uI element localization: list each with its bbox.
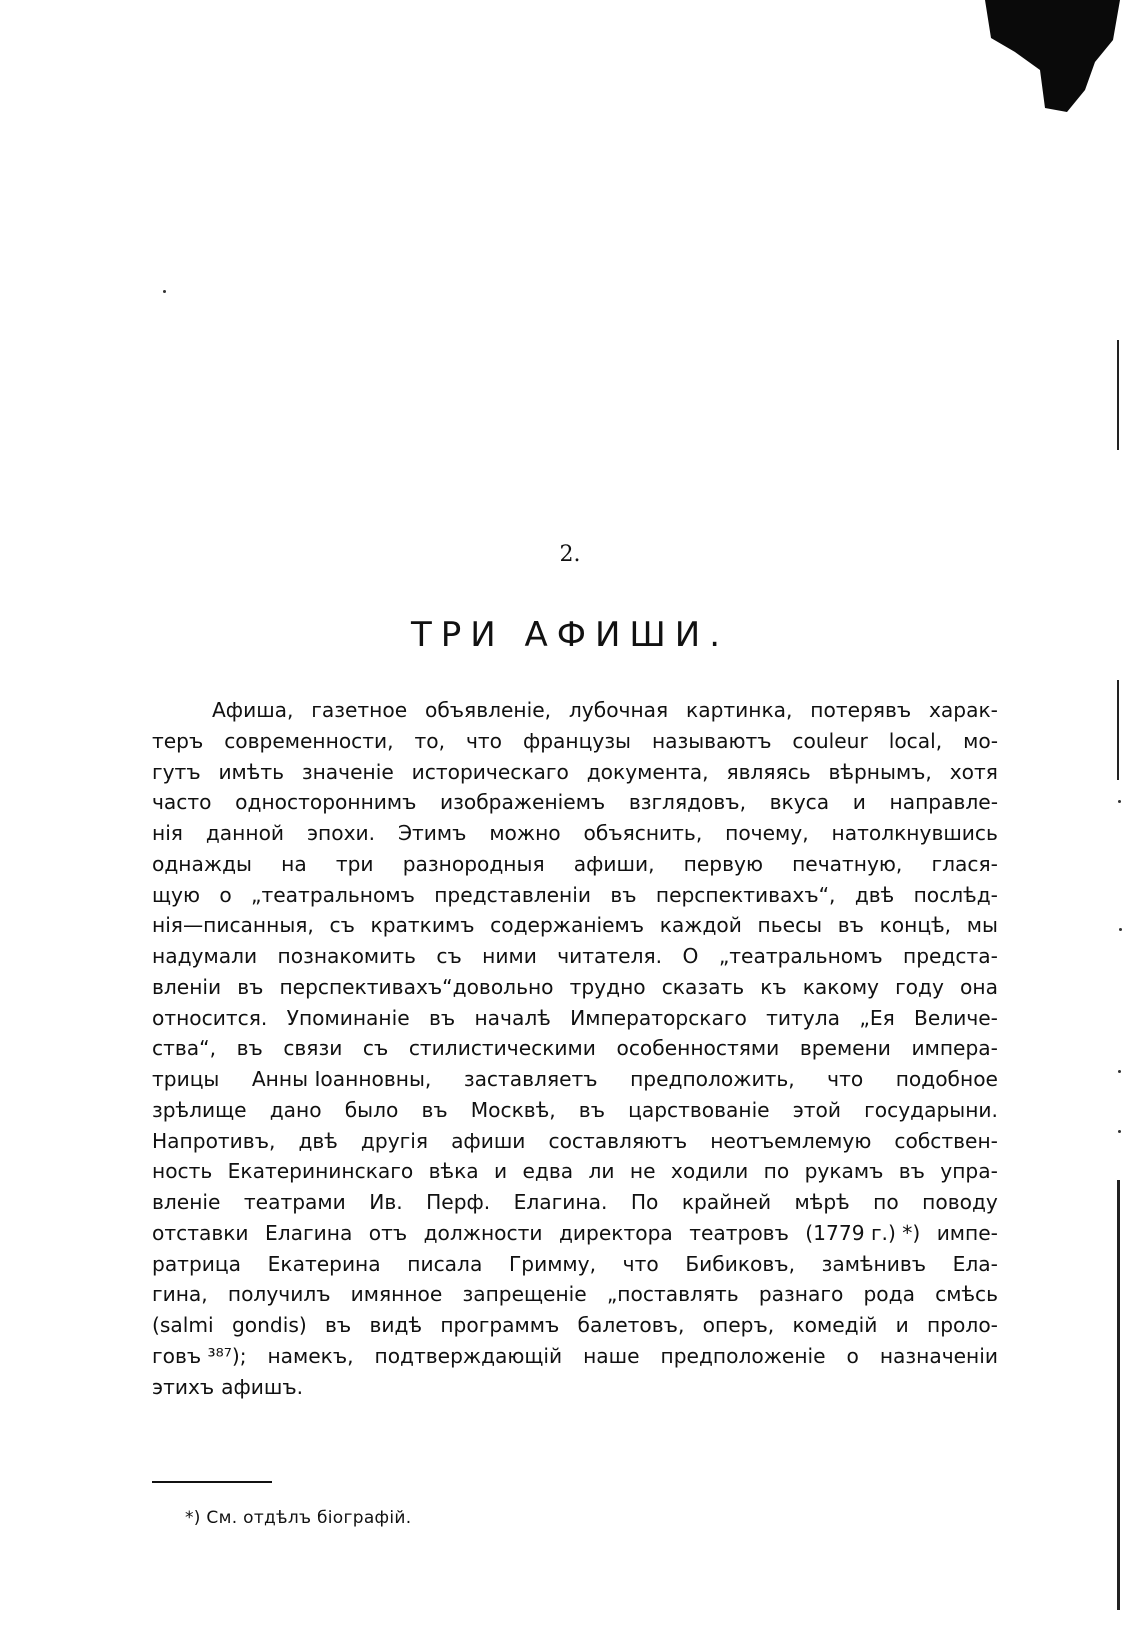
word: нія—писанныя, — [152, 913, 314, 938]
word: крайней — [681, 1190, 772, 1214]
word: государыни. — [864, 1097, 998, 1122]
word: въ — [421, 1097, 448, 1122]
word: особенностями — [616, 1036, 780, 1061]
text-line — [152, 1341, 998, 1372]
body-paragraph — [152, 695, 998, 1402]
word: директора — [558, 1220, 673, 1245]
word: стилистическими — [408, 1036, 596, 1061]
scan-speck — [1118, 800, 1121, 803]
text-line — [152, 941, 998, 972]
word: должности — [423, 1220, 543, 1245]
word: едва — [522, 1159, 574, 1184]
word: одностороннимъ — [235, 790, 417, 815]
word: Москвѣ, — [470, 1097, 556, 1122]
word: надумали — [152, 944, 258, 968]
word: балетовъ, — [577, 1313, 685, 1337]
word: поводу — [922, 1190, 998, 1214]
word: афиши — [451, 1128, 526, 1153]
word: французы — [522, 728, 631, 753]
text-line — [152, 1126, 998, 1157]
word: gondis) — [231, 1313, 307, 1337]
chapter-title: ТРИ АФИШИ. — [410, 615, 730, 655]
word: „театральномъ — [251, 882, 415, 907]
word: то, — [414, 728, 446, 753]
word: она — [960, 974, 998, 999]
text-line — [152, 880, 998, 911]
word: теръ — [152, 728, 204, 753]
word: что — [827, 1067, 864, 1091]
word: Афиша, — [212, 698, 294, 722]
word: современности, — [224, 728, 394, 753]
word: глася- — [931, 851, 998, 876]
word: въ — [325, 1313, 352, 1337]
word: и — [895, 1313, 909, 1337]
word: (salmi — [152, 1313, 214, 1337]
word: каждой — [659, 913, 742, 938]
word: въ — [578, 1097, 605, 1122]
word: однажды — [152, 851, 252, 876]
text-line — [152, 726, 998, 757]
scan-edge-mark — [1117, 1180, 1120, 1610]
word: хотя — [949, 759, 998, 784]
word: разнаго — [758, 1282, 844, 1307]
word: мо- — [963, 728, 998, 753]
word: представленіи — [434, 882, 591, 907]
word: рукамъ — [804, 1159, 884, 1184]
word: лубочная — [568, 698, 669, 722]
word: харак- — [928, 698, 998, 722]
word: съ — [362, 1036, 389, 1061]
word: къ — [760, 974, 787, 999]
word: почему, — [725, 821, 809, 845]
word: концѣ, — [879, 913, 952, 938]
word: гутъ — [152, 759, 201, 784]
word: документа, — [586, 759, 709, 784]
text-line — [152, 757, 998, 788]
word: Екатерининскаго — [227, 1159, 414, 1184]
text-line — [152, 1003, 998, 1034]
word: относится. — [152, 1005, 268, 1030]
word: Ела- — [952, 1251, 998, 1276]
text-line — [152, 1310, 998, 1341]
text-line — [152, 1095, 998, 1126]
word: часто — [152, 790, 212, 815]
word: газетное — [311, 698, 408, 722]
word: предположеніе — [660, 1343, 826, 1368]
word: въ — [236, 1036, 263, 1061]
text-line — [152, 1156, 998, 1187]
scan-speck — [1118, 1130, 1121, 1133]
word: нія — [152, 821, 183, 845]
word: предположить, — [630, 1067, 795, 1091]
word: отставки — [152, 1220, 249, 1245]
word: составляютъ — [548, 1128, 688, 1153]
word: Гримму, — [508, 1251, 597, 1276]
word: Елагина — [265, 1220, 353, 1245]
word: году — [895, 974, 944, 999]
word: объявленіе, — [424, 698, 552, 722]
word: дано — [269, 1097, 322, 1122]
word: говъ ³⁸⁷); — [152, 1343, 247, 1368]
word: натолкнувшись — [831, 821, 998, 845]
word: что — [622, 1251, 659, 1276]
word: Этимъ — [397, 821, 467, 845]
text-line — [152, 1372, 998, 1403]
word: „Ея — [859, 1005, 895, 1030]
word: въ — [837, 913, 864, 938]
word: local, — [888, 728, 943, 753]
word: „поставлять — [606, 1282, 739, 1307]
word: началѣ — [474, 1005, 551, 1030]
word: упра- — [940, 1159, 998, 1184]
text-line — [152, 849, 998, 880]
word: содержаніемъ — [490, 913, 645, 938]
word: театрами — [243, 1190, 346, 1214]
word: этихъ — [152, 1374, 215, 1399]
text-line — [152, 1249, 998, 1280]
word: назначеніи — [879, 1343, 998, 1368]
word: Анны Іоанновны, — [251, 1067, 432, 1091]
word: замѣнивъ — [821, 1251, 927, 1276]
word: печатную, — [792, 851, 903, 876]
word: двѣ — [854, 882, 895, 907]
word: вленіи — [152, 974, 222, 999]
word: вкуса — [769, 790, 830, 815]
word: смѣсь — [935, 1282, 998, 1307]
scan-speck — [1119, 928, 1122, 931]
word: эпохи. — [306, 821, 376, 845]
word: Напротивъ, — [152, 1128, 276, 1153]
word: О — [682, 944, 699, 968]
word: Императорскаго — [570, 1005, 747, 1030]
word: ства“, — [152, 1036, 217, 1061]
word: „театральномъ — [718, 944, 883, 968]
word: перспективахъ“довольно — [279, 974, 554, 999]
scan-speck — [1118, 1070, 1121, 1073]
footnote-rule — [152, 1481, 272, 1483]
word: историческаго — [411, 759, 569, 784]
word: три — [335, 851, 374, 876]
word: Ив. — [369, 1190, 403, 1214]
word: о — [219, 882, 232, 907]
word: программъ — [440, 1313, 560, 1337]
scan-speck — [163, 290, 166, 293]
word: по — [873, 1190, 899, 1214]
word: не — [629, 1159, 656, 1184]
text-line — [152, 1033, 998, 1064]
word: имѣть — [218, 759, 285, 784]
footnote: *) См. отдѣлъ біографій. — [185, 1508, 412, 1528]
word: запрещеніе — [462, 1282, 587, 1307]
word: трицы — [152, 1067, 220, 1091]
word: афиши, — [573, 851, 655, 876]
text-line — [152, 1218, 998, 1249]
word: времени — [799, 1036, 891, 1061]
word: щую — [152, 882, 200, 907]
word: Бибиковъ, — [685, 1251, 795, 1276]
word: намекъ, — [267, 1343, 354, 1368]
word: афишъ. — [221, 1374, 304, 1399]
word: Величе- — [914, 1005, 998, 1030]
word: по — [763, 1159, 790, 1184]
word: couleur — [792, 728, 868, 753]
word: царствованіе — [628, 1097, 770, 1122]
word: наше — [583, 1343, 640, 1368]
word: ность — [152, 1159, 213, 1184]
word: имянное — [350, 1282, 443, 1307]
scan-corner-shadow — [985, 0, 1120, 115]
word: заставляетъ — [463, 1067, 598, 1091]
text-line — [152, 1187, 998, 1218]
word: въ — [237, 974, 264, 999]
word: театровъ — [689, 1220, 789, 1245]
word: По — [630, 1190, 659, 1214]
word: сказать — [661, 974, 745, 999]
word: являясь — [726, 759, 811, 784]
word: разнородныя — [402, 851, 545, 876]
word: импера- — [911, 1036, 998, 1061]
word: о — [846, 1343, 859, 1368]
word: объяснить, — [583, 821, 703, 845]
word: вленіе — [152, 1190, 221, 1214]
text-line — [152, 1064, 998, 1095]
word: мы — [966, 913, 998, 938]
word: можно — [489, 821, 561, 845]
word: вѣрнымъ, — [828, 759, 932, 784]
text-line — [152, 910, 998, 941]
word: этой — [792, 1097, 842, 1122]
word: картинка, — [686, 698, 793, 722]
word: что — [466, 728, 503, 753]
word: подтверждающій — [374, 1343, 563, 1368]
word: (1779 г.) *) — [805, 1220, 921, 1245]
word: и — [494, 1159, 508, 1184]
word: подобное — [895, 1067, 998, 1091]
word: было — [344, 1097, 399, 1122]
word: неотъемлемую — [710, 1128, 872, 1153]
word: взглядовъ, — [628, 790, 746, 815]
word: ратрица — [152, 1251, 241, 1276]
text-line — [152, 972, 998, 1003]
word: мѣрѣ — [794, 1190, 850, 1214]
word: вѣка — [428, 1159, 479, 1184]
word: называютъ — [651, 728, 772, 753]
word: собствен- — [894, 1128, 998, 1153]
word: Елагина. — [513, 1190, 608, 1214]
text-line — [152, 818, 998, 849]
word: оперъ, — [702, 1313, 775, 1337]
word: Екатерина — [267, 1251, 381, 1276]
word: изображеніемъ — [440, 790, 606, 815]
word: титула — [766, 1005, 841, 1030]
word: зрѣлище — [152, 1097, 247, 1122]
word: проло- — [927, 1313, 998, 1337]
word: послѣд- — [913, 882, 998, 907]
word: съ — [436, 944, 462, 968]
word: писала — [407, 1251, 483, 1276]
word: трудно — [569, 974, 646, 999]
word: на — [281, 851, 307, 876]
word: съ — [329, 913, 355, 938]
word: отъ — [368, 1220, 408, 1245]
word: комедій — [792, 1313, 878, 1337]
word: въ — [428, 1005, 456, 1030]
word: связи — [283, 1036, 343, 1061]
word: получилъ — [227, 1282, 331, 1307]
word: ними — [482, 944, 537, 968]
word: читателя. — [557, 944, 663, 968]
word: какому — [802, 974, 880, 999]
word: направле- — [889, 790, 998, 815]
word: пьесы — [757, 913, 823, 938]
word: импе- — [936, 1220, 998, 1245]
word: первую — [683, 851, 763, 876]
word: ходили — [670, 1159, 749, 1184]
section-number: 2. — [559, 542, 581, 567]
word: перспективахъ“, — [655, 882, 836, 907]
word: двѣ — [298, 1128, 338, 1153]
word: познакомить — [277, 944, 416, 968]
word: рода — [863, 1282, 915, 1307]
word: Упоминаніе — [286, 1005, 410, 1030]
word: и — [852, 790, 866, 815]
word: въ — [610, 882, 637, 907]
word: значеніе — [301, 759, 394, 784]
word: Перф. — [426, 1190, 491, 1214]
word: въ — [898, 1159, 925, 1184]
text-line — [152, 787, 998, 818]
word: другія — [360, 1128, 428, 1153]
text-line — [152, 695, 998, 726]
scan-edge-mark — [1117, 680, 1119, 780]
text-line — [152, 1279, 998, 1310]
word: данной — [205, 821, 285, 845]
word: видѣ — [369, 1313, 423, 1337]
word: ли — [588, 1159, 615, 1184]
scan-edge-mark — [1117, 340, 1119, 450]
word: потерявъ — [810, 698, 912, 722]
word: предста- — [903, 944, 998, 968]
word: краткимъ — [370, 913, 475, 938]
word: гина, — [152, 1282, 208, 1307]
